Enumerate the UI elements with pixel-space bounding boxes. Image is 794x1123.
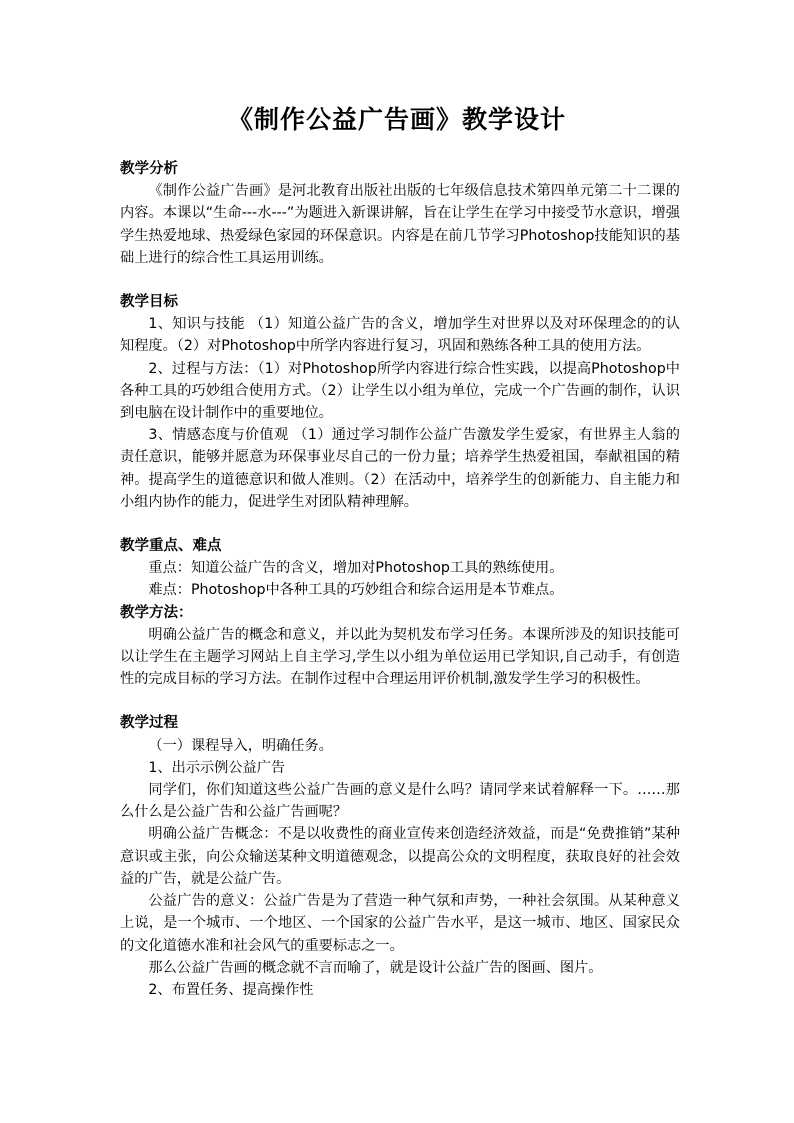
- paragraph: 难点：Photoshop中各种工具的巧妙组合和综合运用是本节难点。: [148, 582, 564, 599]
- paragraph: 那么公益广告画的概念就不言而喻了，就是设计公益广告的图画、图片。: [148, 959, 603, 976]
- section-analysis: [120, 158, 680, 269]
- section-process: [120, 712, 680, 1001]
- paragraph: 明确公益广告概念：不是以收费性的商业宣传来创造经济效益，而是“免费推销”某种意识或主张，向公众输送某种文明道德观念，以提高公众的文明程度，获取良好的社会效益的广告，就是公益广告。: [120, 826, 680, 887]
- paragraph: 公益广告的意义：公益广告是为了营造一种气氛和声势，一种社会氛围。从某种意义上说，是一个城市、一个地区、一个国家的公益广告水平，是这一城市、地区、国家民众的文化道德水准和社会风气的重要标志之一。: [120, 893, 680, 954]
- paragraph: 明确公益广告的概念和意义，并以此为契机发布学习任务。本课所涉及的知识技能可以让学生在主题学习网站上自主学习,学生以小组为单位运用已学知识,自己动手，有创造性的完成目标的学习方法。在制作过程中合理运用评价机制,激发学生学习的积极性。: [120, 626, 680, 688]
- section-methods: [120, 602, 680, 691]
- section-heading-keypoints: 教学重点、难点: [120, 538, 222, 555]
- paragraph: 2、布置任务、提高操作性: [148, 981, 314, 998]
- paragraph: 2、过程与方法：（1）对Photoshop所学内容进行综合性实践，以提高Photoshop中各种工具的巧妙组合使用方式。（2）让学生以小组为单位，完成一个广告画的制作，认识到电脑在设计制作中的重要地位。: [120, 360, 680, 422]
- section-heading-analysis: 教学分析: [120, 161, 178, 177]
- paragraph: 《制作公益广告画》是河北教育出版社出版的七年级信息技术第四单元第二十二课的内容。本课以“生命---水---”为题进入新课讲解，旨在让学生在学习中接受节水意识，增强学生热爱地球、热爱绿色家园的环保意识。内容是在前几节学习Photoshop技能知识的基础上进行的综合性工具运用训练。: [120, 183, 680, 266]
- paragraph: 1、知识与技能 （1）知道公益广告的含义，增加学生对世界以及对环保理念的的认知程度。（2）对Photoshop中所学内容进行复习，巩固和熟练各种工具的使用方法。: [120, 316, 680, 355]
- paragraph: 3、情感态度与价值观 （1）通过学习制作公益广告激发学生爱家，有世界主人翁的责任意识，能够并愿意为环保事业尽自己的一份力量；培养学生热爱祖国，奉献祖国的精神。提高学生的道德意识和做人准则。（2）在活动中，培养学生的创新能力、自主能力和小组内协作的能力，促进学生对团队精神理解。: [120, 427, 680, 510]
- document-body: [120, 158, 680, 1001]
- section-heading-goals: 教学目标: [120, 294, 178, 311]
- section-keypoints: [120, 535, 680, 602]
- paragraph: （一）课程导入，明确任务。: [148, 737, 333, 754]
- section-goals: [120, 291, 680, 513]
- paragraph: 重点：知道公益广告的含义，增加对Photoshop工具的熟练使用。: [148, 560, 564, 577]
- paragraph: 同学们，你们知道这些公益广告画的意义是什么吗？请同学来试着解释一下。……那么什么是公益广告和公益广告画呢？: [120, 782, 680, 821]
- section-heading-process: 教学过程: [120, 715, 178, 732]
- paragraph: 1、出示示例公益广告: [148, 759, 286, 776]
- section-heading-methods: 教学方法：: [120, 604, 193, 621]
- document-title: 《制作公益广告画》教学设计: [227, 105, 566, 134]
